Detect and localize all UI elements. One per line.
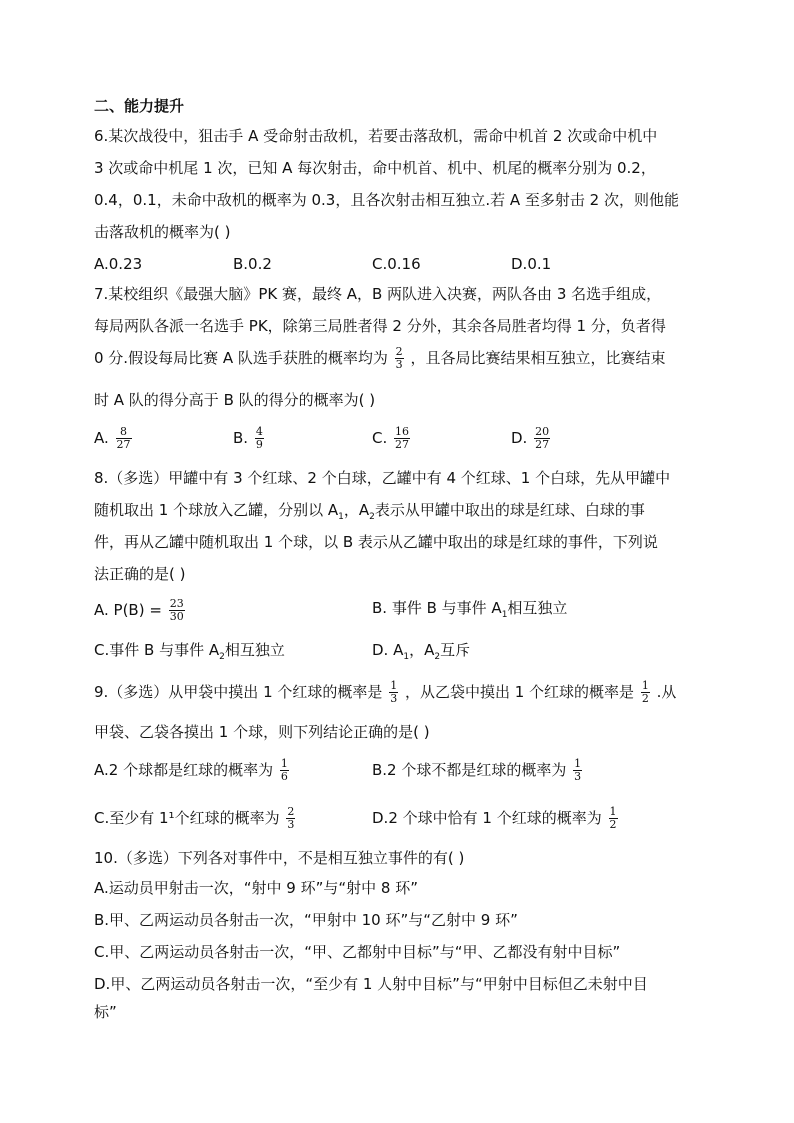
option-label: A.	[94, 429, 109, 447]
q8-line-2-mid: ，A	[343, 501, 370, 519]
q9-option-c	[94, 806, 297, 831]
fraction-denominator: 27	[116, 438, 131, 451]
q9-option-d	[372, 806, 620, 831]
subscript: 2	[369, 512, 375, 522]
q9-fraction-2	[641, 680, 650, 705]
fraction-denominator: 30	[169, 610, 184, 623]
option-fraction	[534, 426, 550, 451]
q8-option-b	[372, 598, 567, 625]
subscript: 2	[434, 652, 441, 662]
q6-option-c: C.0.16	[372, 255, 421, 273]
fraction-denominator: 9	[255, 438, 263, 451]
q8-line-3: 件，再从乙罐中随机取出 1 个球，以 B 表示从乙罐中取出的球是红球的事件，下列说	[94, 533, 658, 551]
q10-option-a: A.运动员甲射击一次，“射中 9 环”与“射中 8 环”	[94, 879, 419, 897]
q10-option-b: B.甲、乙两运动员各射击一次，“甲射中 10 环”与“乙射中 9 环”	[94, 911, 518, 929]
q9-line-2: 甲袋、乙袋各摸出 1 个球，则下列结论正确的是( )	[94, 723, 430, 741]
q8-line-2-post: 表示从甲罐中取出的球是红球、白球的事	[374, 501, 645, 519]
q10-option-c: C.甲、乙两运动员各射击一次，“甲、乙都射中目标”与“甲、乙都没有射中目标”	[94, 943, 621, 961]
option-label: B.	[233, 429, 249, 447]
fraction-denominator: 3	[287, 818, 295, 831]
option-text: 互斥	[440, 641, 471, 659]
option-text: D.2 个球中恰有 1 个红球的概率为	[372, 809, 602, 827]
option-fraction	[286, 806, 295, 831]
fraction-denominator: 3	[395, 358, 403, 371]
q8-line-2	[94, 500, 645, 527]
option-fraction	[116, 426, 132, 451]
option-text: B. 事件 B 与事件 A	[372, 599, 502, 617]
fraction-numerator: 8	[116, 426, 132, 439]
option-fraction	[394, 426, 410, 451]
q9-line-1-post: .从	[656, 683, 677, 701]
option-text: C.至少有 1¹个红球的概率为	[94, 809, 280, 827]
option-fraction	[255, 426, 264, 451]
q9-option-b	[372, 758, 584, 783]
fraction-numerator: 2	[287, 805, 295, 818]
fraction-numerator: 1	[641, 679, 649, 692]
fraction-denominator: 2	[609, 818, 617, 831]
q6-line-2: 3 次或命中机尾 1 次，已知 A 每次射击，命中机首、机中、机尾的概率分别为 0.2，	[94, 159, 656, 177]
q9-option-a	[94, 758, 291, 783]
q8-option-a	[94, 598, 187, 623]
q9-fraction-1	[389, 680, 398, 705]
q9-line-1-mid: ，从乙袋中摸出 1 个红球的概率是	[404, 683, 635, 701]
subscript: 1	[501, 610, 508, 620]
q7-line-4: 时 A 队的得分高于 B 队的得分的概率为( )	[94, 391, 376, 409]
q8-line-1: 8.（多选）甲罐中有 3 个红球、2 个白球，乙罐中有 4 个红球、1 个白球，先从甲罐中	[94, 469, 671, 487]
q10-line-1: 10.（多选）下列各对事件中，不是相互独立事件的有( )	[94, 849, 465, 867]
fraction-numerator: 23	[169, 597, 184, 610]
q7-line-3	[94, 346, 665, 371]
option-fraction	[609, 806, 618, 831]
q7-option-a	[94, 426, 134, 451]
fraction-numerator: 1	[609, 805, 617, 818]
fraction-numerator: 4	[255, 425, 263, 438]
q7-line-3-post: ，且各局比赛结果相互独立，比赛结束	[410, 349, 666, 367]
fraction-denominator: 27	[535, 438, 550, 451]
q8-line-2-pre: 随机取出 1 个球放入乙罐，分别以 A	[94, 501, 339, 519]
fraction-denominator: 6	[280, 770, 288, 783]
fraction-denominator: 3	[574, 770, 582, 783]
fraction-numerator: 20	[535, 425, 550, 438]
section-title: 二、能力提升	[94, 97, 185, 115]
option-text: ，A	[409, 641, 435, 659]
subscript: 1	[338, 512, 344, 522]
fraction-numerator: 2	[395, 345, 403, 358]
fraction-numerator: 1	[280, 757, 288, 770]
fraction-numerator: 1	[574, 757, 582, 770]
option-text: B.2 个球不都是红球的概率为	[372, 761, 567, 779]
option-label: C.	[372, 429, 388, 447]
q10-option-d-line-1: D.甲、乙两运动员各射击一次，“至少有 1 人射中目标”与“甲射中目标但乙未射中目	[94, 975, 648, 993]
q7-line-1: 7.某校组织《最强大脑》PK 赛，最终 A，B 两队进入决赛，两队各由 3 名选手组成，	[94, 285, 662, 303]
q7-line-2: 每局两队各派一名选手 PK，除第三局胜者得 2 分外，其余各局胜者均得 1 分，负者得	[94, 317, 666, 335]
q6-line-4: 击落敌机的概率为( )	[94, 223, 231, 241]
fraction-denominator: 27	[395, 438, 410, 451]
subscript: 1	[403, 652, 410, 662]
option-text: A.2 个球都是红球的概率为	[94, 761, 274, 779]
q7-option-d	[511, 426, 552, 451]
option-fraction	[169, 598, 185, 623]
option-fraction	[573, 758, 582, 783]
q7-line-3-pre: 0 分.假设每局比赛 A 队选手获胜的概率均为	[94, 349, 388, 367]
option-text: C.事件 B 与事件 A	[94, 641, 220, 659]
q7-option-c	[372, 426, 412, 451]
q8-option-d	[372, 640, 470, 667]
q9-line-1-pre: 9.（多选）从甲袋中摸出 1 个红球的概率是	[94, 683, 383, 701]
option-text: D. A	[372, 641, 404, 659]
option-label: D.	[511, 429, 528, 447]
q9-line-1	[94, 680, 676, 705]
q8-option-c	[94, 640, 285, 667]
q7-option-b	[233, 426, 266, 451]
q6-option-a: A.0.23	[94, 255, 143, 273]
q6-line-3: 0.4，0.1，未命中敌机的概率为 0.3，且各次射击相互独立.若 A 至多射击 2 次，则他能	[94, 191, 679, 209]
fraction-denominator: 2	[641, 692, 649, 705]
option-label: A. P(B) =	[94, 601, 162, 619]
q7-fraction	[395, 346, 404, 371]
fraction-numerator: 1	[390, 679, 398, 692]
subscript: 2	[219, 652, 225, 662]
option-text: 相互独立	[224, 641, 285, 659]
option-fraction	[280, 758, 289, 783]
q10-option-d-line-2: 标”	[94, 1003, 117, 1021]
fraction-denominator: 3	[390, 692, 398, 705]
q6-option-b: B.0.2	[233, 255, 272, 273]
fraction-numerator: 16	[395, 425, 410, 438]
option-text: 相互独立	[507, 599, 568, 617]
q6-line-1: 6.某次战役中，狙击手 A 受命射击敌机，若要击落敌机，需命中机首 2 次或命中机中	[94, 127, 658, 145]
q6-option-d: D.0.1	[511, 255, 552, 273]
q8-line-4: 法正确的是( )	[94, 565, 186, 583]
